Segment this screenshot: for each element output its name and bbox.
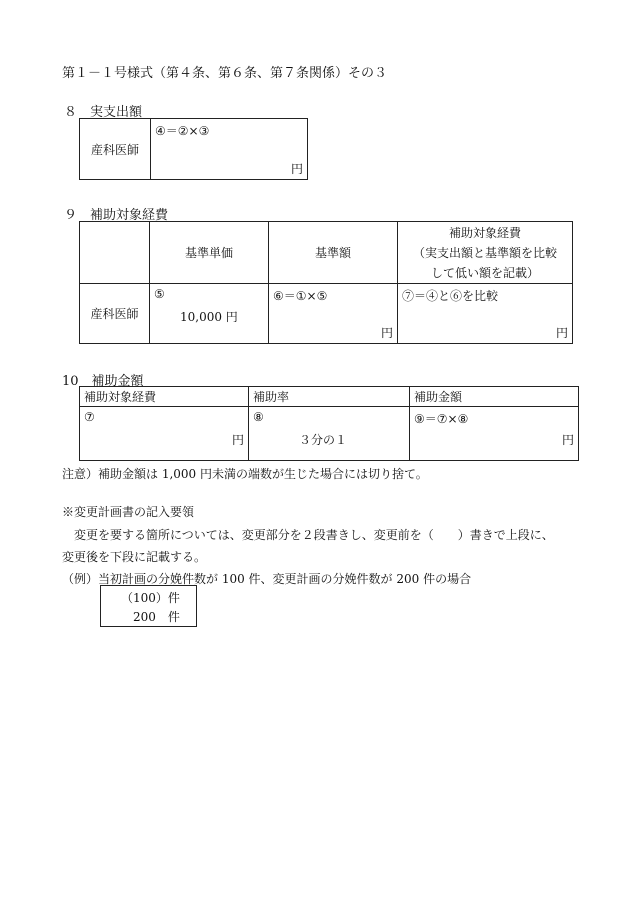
target-amount-cell [398, 284, 573, 344]
target-formula: ⑦＝④と⑥を比較 [402, 289, 499, 303]
base-amount-cell [269, 284, 398, 344]
marker-8: ⑧ [253, 410, 264, 424]
unit-price-cell [150, 284, 269, 344]
rate-value: ３分の１ [299, 433, 348, 447]
col-subsidy-target [398, 222, 573, 284]
example-text: （例）当初計画の分娩件数が 100 件、変更計画の分娩件数が 200 件の場合 [62, 572, 472, 586]
example-upper: （100）件 [121, 591, 180, 605]
unit-yen: 円 [555, 326, 568, 340]
col-rate: 補助率 [249, 387, 410, 407]
example-lower: 200 件 [133, 610, 180, 624]
row-label-obstetrician: 産科医師 [80, 284, 150, 344]
instructions-line2: 変更後を下段に記載する。 [62, 550, 207, 564]
unit-yen: 円 [380, 326, 393, 340]
row-label-obstetrician: 産科医師 [80, 119, 151, 180]
unit-yen: 円 [231, 433, 244, 447]
formula-text: ④＝②×③ [155, 124, 210, 138]
amount-cell [410, 407, 579, 461]
form-title: 第１－１号様式（第４条、第６条、第７条関係）その３ [62, 66, 388, 81]
unit-yen: 円 [290, 162, 303, 176]
target-cell [80, 407, 249, 461]
col-unit-price: 基準単価 [150, 222, 269, 284]
section9-heading: ９ 補助対象経費 [64, 208, 169, 223]
actual-expense-table [79, 118, 308, 180]
col-target-line2: （実支出額と基準額を比較 [412, 245, 557, 260]
note-text: 注意）補助金額は 1,000 円未満の端数が生じた場合には切り捨て。 [62, 467, 428, 481]
amount-formula: ⑨＝⑦×⑧ [414, 412, 469, 426]
marker-7: ⑦ [84, 410, 95, 424]
section8-heading: ８ 実支出額 [64, 105, 143, 120]
col-base-amount: 基準額 [269, 222, 398, 284]
unit-yen: 円 [561, 433, 574, 447]
base-formula: ⑥＝①×⑤ [273, 289, 328, 303]
section10-heading: 10 補助金額 [62, 374, 144, 389]
unit-price-value: 10,000 円 [180, 310, 238, 324]
subsidy-amount-table [79, 386, 579, 461]
instructions-title: ※変更計画書の記入要領 [62, 505, 195, 519]
empty-header-cell [80, 222, 150, 284]
rate-cell [249, 407, 410, 461]
actual-expense-cell [151, 119, 308, 180]
subsidy-target-table [79, 221, 573, 344]
col-target: 補助対象経費 [80, 387, 249, 407]
marker-5: ⑤ [154, 287, 165, 301]
col-target-line1: 補助対象経費 [448, 225, 521, 240]
instructions-line1: 変更を要する箇所については、変更部分を２段書きし、変更前を（ ）書きで上段に、 [62, 528, 554, 542]
col-target-line3: して低い額を記載） [430, 265, 539, 280]
example-box [100, 585, 197, 627]
col-amount: 補助金額 [410, 387, 579, 407]
